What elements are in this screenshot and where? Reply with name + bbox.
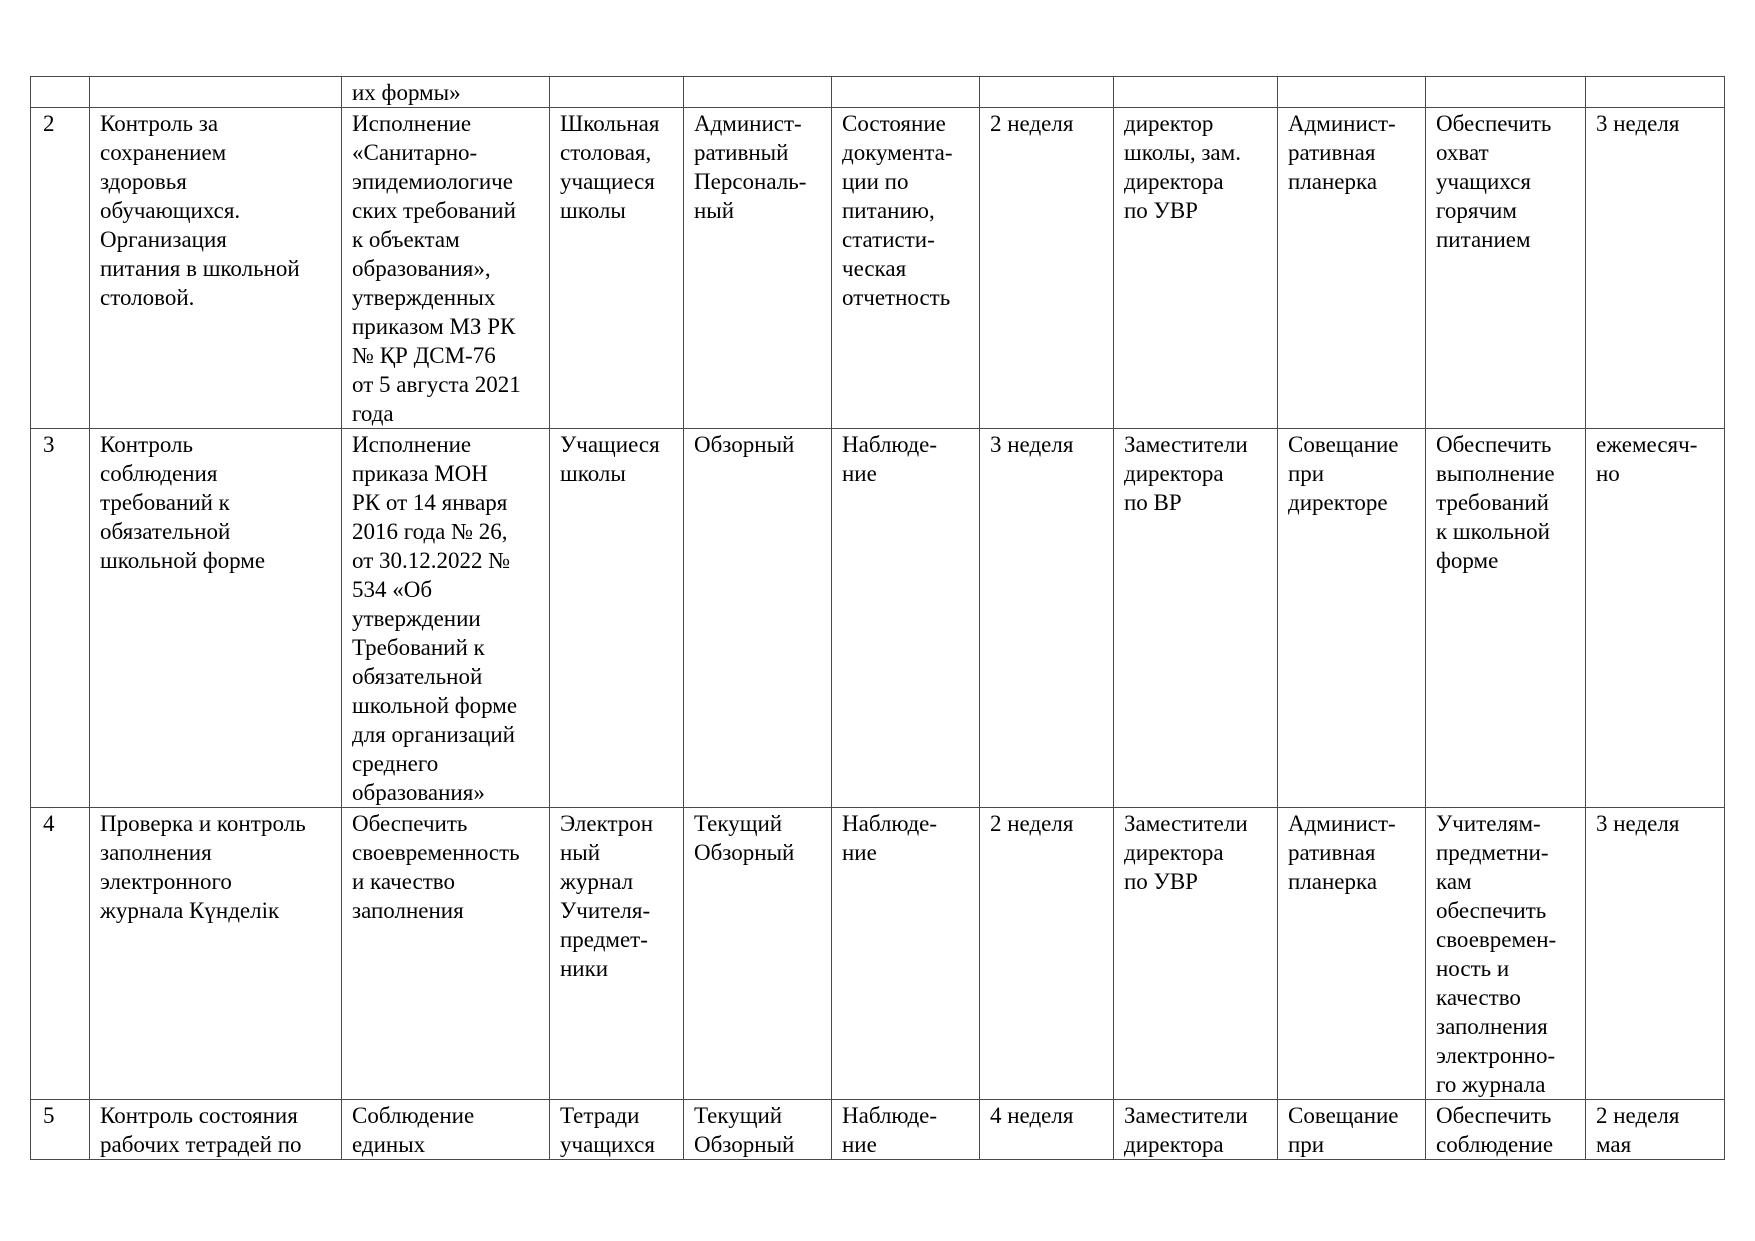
control-subject: Контроль состояния рабочих тетрадей по (90, 1100, 342, 1160)
control-type: Админист- ративный Персональ- ный (684, 108, 832, 429)
row-number: 3 (31, 429, 90, 808)
control-method: Наблюде- ние (832, 1100, 980, 1160)
control-goal: Обеспечить своевременность и качество заполнения (342, 808, 550, 1100)
control-method: Наблюде- ние (832, 429, 980, 808)
management-decision: Обеспечить выполнение требований к школьной форме (1426, 429, 1586, 808)
review-venue: Админист- ративная планерка (1278, 108, 1426, 429)
responsible-person: Заместители директора (1114, 1100, 1278, 1160)
recheck-date: 3 неделя (1586, 108, 1725, 429)
review-venue (1278, 77, 1426, 108)
responsible-person: директор школы, зам. директора по УВР (1114, 108, 1278, 429)
row-number: 2 (31, 108, 90, 429)
control-object: Электрон ный журнал Учителя- предмет- ники (550, 808, 684, 1100)
control-method (832, 77, 980, 108)
control-subject (90, 77, 342, 108)
control-subject: Контроль соблюдения требований к обязательной школьной форме (90, 429, 342, 808)
recheck-date: 3 неделя (1586, 808, 1725, 1100)
control-goal: Исполнение приказа МОН РК от 14 января 2016 года № 26, от 30.12.2022 № 534 «Об утверждении Требований к обязательной школьной форме для организаций среднего образования» (342, 429, 550, 808)
control-object (550, 77, 684, 108)
recheck-date: ежемесяч- но (1586, 429, 1725, 808)
control-type: Текущий Обзорный (684, 808, 832, 1100)
row-number (31, 77, 90, 108)
table-row (31, 1100, 1725, 1160)
recheck-date (1586, 77, 1725, 108)
management-decision: Обеспечить соблюдение (1426, 1100, 1586, 1160)
recheck-date: 2 неделя мая (1586, 1100, 1725, 1160)
control-object: Школьная столовая, учащиеся школы (550, 108, 684, 429)
control-subject: Контроль за сохранением здоровья обучающихся. Организация питания в школьной столовой. (90, 108, 342, 429)
responsible-person: Заместители директора по УВР (1114, 808, 1278, 1100)
control-plan-table (30, 76, 1725, 1160)
review-venue: Совещание при (1278, 1100, 1426, 1160)
control-method: Состояние документа- ции по питанию, статисти- ческая отчетность (832, 108, 980, 429)
control-period: 2 неделя (980, 108, 1114, 429)
control-subject: Проверка и контроль заполнения электронного журнала Күнделік (90, 808, 342, 1100)
control-goal: их формы» (342, 77, 550, 108)
control-period (980, 77, 1114, 108)
table-row (31, 808, 1725, 1100)
control-object: Тетради учащихся (550, 1100, 684, 1160)
control-goal: Исполнение «Санитарно- эпидемиологиче ских требований к объектам образования», утвержденных приказом МЗ РК № ҚР ДСМ-76 от 5 августа 2021 года (342, 108, 550, 429)
table-row (31, 77, 1725, 108)
table-row (31, 429, 1725, 808)
control-object: Учащиеся школы (550, 429, 684, 808)
control-type (684, 77, 832, 108)
control-type: Текущий Обзорный (684, 1100, 832, 1160)
management-decision (1426, 77, 1586, 108)
responsible-person: Заместители директора по ВР (1114, 429, 1278, 808)
row-number: 4 (31, 808, 90, 1100)
management-decision: Учителям- предметни- кам обеспечить своевремен- ность и качество заполнения электронно- го журнала (1426, 808, 1586, 1100)
row-number: 5 (31, 1100, 90, 1160)
control-goal: Соблюдение единых (342, 1100, 550, 1160)
control-period: 4 неделя (980, 1100, 1114, 1160)
responsible-person (1114, 77, 1278, 108)
management-decision: Обеспечить охват учащихся горячим питанием (1426, 108, 1586, 429)
review-venue: Совещание при директоре (1278, 429, 1426, 808)
table-row (31, 108, 1725, 429)
control-type: Обзорный (684, 429, 832, 808)
review-venue: Админист- ративная планерка (1278, 808, 1426, 1100)
control-method: Наблюде- ние (832, 808, 980, 1100)
control-period: 3 неделя (980, 429, 1114, 808)
control-period: 2 неделя (980, 808, 1114, 1100)
